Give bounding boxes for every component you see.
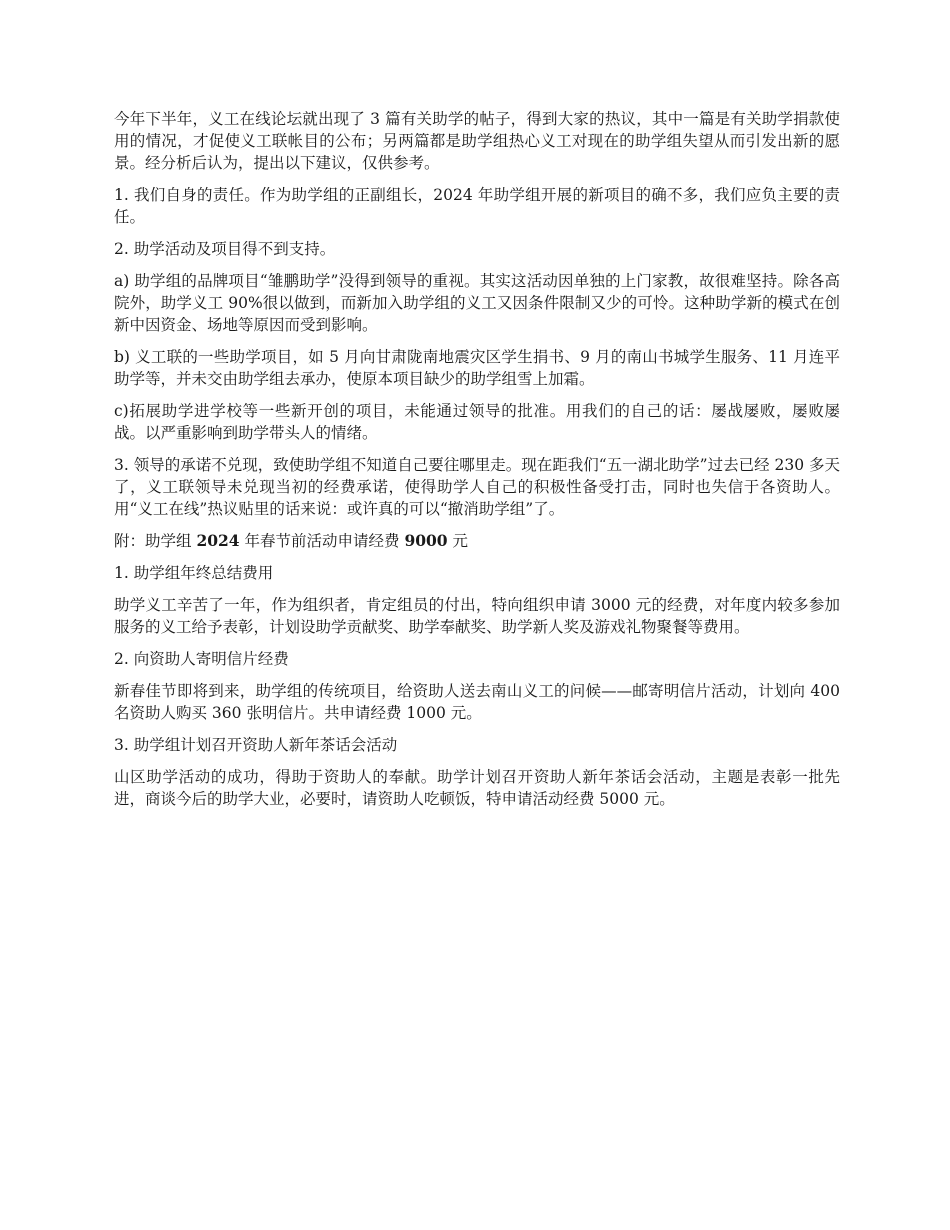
item-3-paragraph: 山区助学活动的成功，得助于资助人的奉献。助学计划召开资助人新年茶话会活动，主题是表彰一批先进，商谈今后的助学大业，必要时，请资助人吃顿饭，特申请活动经费 5000 元。 bbox=[114, 768, 840, 808]
point-2c-paragraph: c)拓展助学进学校等一些新开创的项目，未能通过领导的批准。用我们的自己的话：屡战屡败，屡败屡战。以严重影响到助学带头人的情绪。 bbox=[114, 402, 840, 442]
appendix-suffix: 元 bbox=[447, 532, 469, 550]
intro-paragraph: 今年下半年，义工在线论坛就出现了 3 篇有关助学的帖子，得到大家的热议，其中一篇是有关助学捐款使用的情况，才促使义工联帐目的公布；另两篇都是助学组热心义工对现在的助学组失望从而引发出新的愿景。经分析后认为，提出以下建议，仅供参考。 bbox=[114, 110, 840, 172]
point-3-paragraph: 3. 领导的承诺不兑现，致使助学组不知道自己要往哪里走。现在距我们“五一湖北助学”过去已经 230 多天了，义工联领导未兑现当初的经费承诺，使得助学人自己的积极性备受打击，同时也失信于各资助人。用“义工在线”热议贴里的话来说：或许真的可以“撤消助学组”了。 bbox=[114, 456, 841, 518]
point-2-heading: 2. 助学活动及项目得不到支持。 bbox=[114, 240, 336, 258]
appendix-prefix: 附：助学组 bbox=[114, 532, 197, 550]
item-1-paragraph: 助学义工辛苦了一年，作为组织者，肯定组员的付出，特向组织申请 3000 元的经费，对年度内较多参加服务的义工给予表彰，计划设助学贡献奖、助学奉献奖、助学新人奖及游戏礼物聚餐等费用。 bbox=[114, 596, 840, 636]
point-1-paragraph: 1. 我们自身的责任。作为助学组的正副组长，2024 年助学组开展的新项目的确不多，我们应负主要的责任。 bbox=[114, 186, 840, 226]
appendix-amount: 9000 bbox=[404, 531, 448, 550]
appendix-year: 2024 bbox=[196, 531, 240, 550]
document-body bbox=[114, 108, 840, 820]
item-2-paragraph: 新春佳节即将到来，助学组的传统项目，给资助人送去南山义工的问候——邮寄明信片活动，计划向 400 名资助人购买 360 张明信片。共申请经费 1000 元。 bbox=[114, 682, 840, 722]
appendix-middle: 年春节前活动申请经费 bbox=[239, 532, 405, 550]
item-2-heading: 2. 向资助人寄明信片经费 bbox=[114, 650, 289, 668]
point-2b-paragraph: b) 义工联的一些助学项目，如 5 月向甘肃陇南地震灾区学生捐书、9 月的南山书城学生服务、11 月连平助学等，并未交由助学组去承办，使原本项目缺少的助学组雪上加霜。 bbox=[114, 348, 840, 388]
item-3-heading: 3. 助学组计划召开资助人新年茶话会活动 bbox=[114, 736, 398, 754]
point-2a-paragraph: a) 助学组的品牌项目“雏鹏助学”没得到领导的重视。其实这活动因单独的上门家教，故很难坚持。除各高院外，助学义工 90%很以做到，而新加入助学组的义工又因条件限制又少的可怜。这种助学新的模式在创新中因资金、场地等原因而受到影响。 bbox=[114, 272, 840, 334]
item-1-heading: 1. 助学组年终总结费用 bbox=[114, 564, 274, 582]
appendix-heading bbox=[114, 530, 840, 552]
